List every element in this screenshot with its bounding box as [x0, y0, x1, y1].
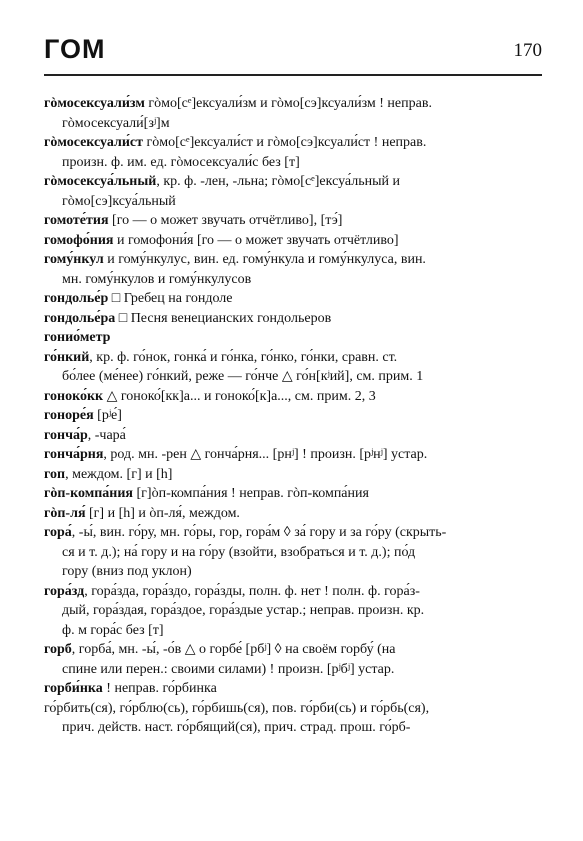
entry-headword: гонча́рня	[44, 447, 104, 462]
entry-headword: гòп-ля́	[44, 505, 86, 521]
dictionary-entry	[44, 133, 540, 172]
page-number: 170	[513, 40, 542, 61]
entry-line: го́нкий, кр. ф. го́нок, гонка́ и го́нка, го́нко, го́нки, сравн. ст.	[44, 349, 398, 365]
dictionary-entry	[44, 699, 540, 738]
entry-line: гоноко́кк △ гоноко́[кк]а... и гоноко́[к]а..., см. прим. 2, 3	[44, 388, 376, 404]
entry-headword: гòмосексуали́ст	[44, 135, 144, 150]
dictionary-entry	[44, 387, 540, 407]
entry-continuation-line: гòмо[сэ]ксуа́льный	[62, 193, 176, 209]
entry-line: горб, горба́, мн. -ы́, -о́в △ о горбе́ [рбʲ] ◊ на своём горбу́ (на	[44, 642, 396, 657]
entry-continuation-line: спине или перен.: своими силами) ! произн. [рʲбʲ] устар.	[62, 661, 395, 677]
dictionary-entry	[44, 406, 540, 426]
entry-headword: гòмосексуали́зм	[44, 96, 145, 111]
entry-continuation-line: дый, гора́здая, гора́здое, гора́здые устар.; неправ. произн. кр.	[62, 603, 425, 618]
entry-headword: гонча́р	[44, 427, 88, 443]
entry-headword: гора́	[44, 525, 72, 540]
entry-line: гондолье́р □ Гребец на гондоле	[44, 291, 233, 306]
entry-line: гòп-ля́ [г] и [h] и òп-ля́, междом.	[44, 505, 240, 521]
entry-headword: гомоте́тия	[44, 213, 109, 228]
entry-headword: гора́зд	[44, 583, 85, 599]
entry-line: горби́нка ! неправ. го́рбинка	[44, 681, 217, 696]
entry-headword: го́нкий	[44, 349, 90, 365]
entry-headword: гондолье́р	[44, 291, 109, 306]
dictionary-entry	[44, 426, 540, 446]
entry-continuation-line: прич. действ. наст. го́рбящий(ся), прич. страд. прош. го́рб-	[62, 720, 411, 735]
entry-headword: гоп	[44, 466, 66, 482]
dictionary-entry	[44, 504, 540, 524]
entry-line: гомоте́тия [го — о может звучать отчётливо], [тэ́]	[44, 213, 343, 228]
dictionary-entry	[44, 309, 540, 329]
entry-line: гòмосексуали́зм гòмо[сᵉ]ексуали́зм и гòмо[сэ]ксуали́зм ! неправ.	[44, 96, 432, 111]
entry-continuation-line: произн. ф. им. ед. гòмосексуали́с без [т]	[62, 154, 300, 170]
entry-headword: гондолье́ра	[44, 310, 116, 326]
entries-list	[44, 94, 540, 738]
entry-continuation-line: бо́лее (ме́нее) го́нкий, реже — го́нче △ го́н[кʲий], см. прим. 1	[62, 369, 424, 384]
dictionary-entry	[44, 231, 540, 251]
entry-headword: горб	[44, 642, 72, 657]
entry-line: гому́нкул и гому́нкулус, вин. ед. гому́нкула и гому́нкулуса, вин.	[44, 252, 426, 267]
entry-line: гора́зд, гора́зда, гора́здо, гора́зды, полн. ф. нет ! полн. ф. гора́з-	[44, 583, 420, 599]
dictionary-entry	[44, 328, 540, 348]
dictionary-entry	[44, 289, 540, 309]
entry-continuation-line: ф. м гора́с без [т]	[62, 622, 164, 638]
entry-line: гора́, -ы́, вин. го́ру, мн. го́ры, гор, гора́м ◊ за́ гору и за го́ру (скрыть-	[44, 525, 447, 540]
entry-line: гонча́рня, род. мн. -рен △ гонча́рня... [рнʲ] ! произн. [рʲнʲ] устар.	[44, 447, 428, 462]
entry-continuation-line: гòмосексуали́[зʲ]м	[62, 115, 170, 131]
dictionary-entry	[44, 484, 540, 504]
entry-headword: гомофо́ния	[44, 232, 114, 248]
dictionary-entry	[44, 445, 540, 465]
entry-continuation-line: ся и т. д.); на́ гору и на го́ру (взойти, взобраться и т. д.); по́д	[62, 544, 416, 560]
dictionary-entry	[44, 250, 540, 289]
entry-line	[44, 328, 540, 348]
entry-line: го́рбить(ся), го́рблю(сь), го́рбишь(ся), пов. го́рби(сь) и го́рбь(ся),	[44, 700, 430, 716]
entry-line: гòп-компа́ния [г]òп-компа́ния ! неправ. гòп-компа́ния	[44, 486, 369, 501]
dictionary-entry	[44, 679, 540, 699]
entry-headword: гòп-компа́ния	[44, 486, 134, 501]
dictionary-entry	[44, 172, 540, 211]
entry-continuation-line: мн. гому́нкулов и гому́нкулусов	[62, 271, 252, 287]
dictionary-entry	[44, 348, 540, 387]
dictionary-entry	[44, 465, 540, 485]
entry-line: гондолье́ра □ Песня венецианских гондольеров	[44, 310, 332, 326]
entry-line: гоноре́я [рʲе́]	[44, 408, 122, 423]
entry-continuation-line: гору (вниз под уклон)	[62, 564, 192, 579]
dictionary-entry	[44, 211, 540, 231]
dictionary-entry	[44, 640, 540, 679]
entry-headword: гонио́метр	[44, 330, 111, 345]
running-headword: ГОМ	[44, 34, 106, 64]
entry-headword: горби́нка	[44, 681, 103, 696]
entry-line: гомофо́ния и гомофони́я [го — о может звучать отчётливо]	[44, 232, 399, 248]
entry-headword: гоноко́кк	[44, 388, 104, 404]
entry-headword: гòмосексуа́льный	[44, 174, 157, 189]
entry-headword: гоноре́я	[44, 408, 94, 423]
dictionary-entry	[44, 94, 540, 133]
page-header	[44, 30, 542, 76]
entry-line: гонча́р, -чара́	[44, 427, 126, 443]
entry-line: гòмосексуа́льный, кр. ф. -лен, -льна; гòмо[сᵉ]ексуа́льный и	[44, 174, 401, 189]
dictionary-entry	[44, 523, 540, 582]
dictionary-entry	[44, 582, 540, 641]
entry-headword: гому́нкул	[44, 252, 104, 267]
entry-line: гòмосексуали́ст гòмо[сᵉ]ексуали́ст и гòмо[сэ]ксуали́ст ! неправ.	[44, 135, 427, 150]
entry-line: гоп, междом. [г] и [h]	[44, 466, 173, 482]
